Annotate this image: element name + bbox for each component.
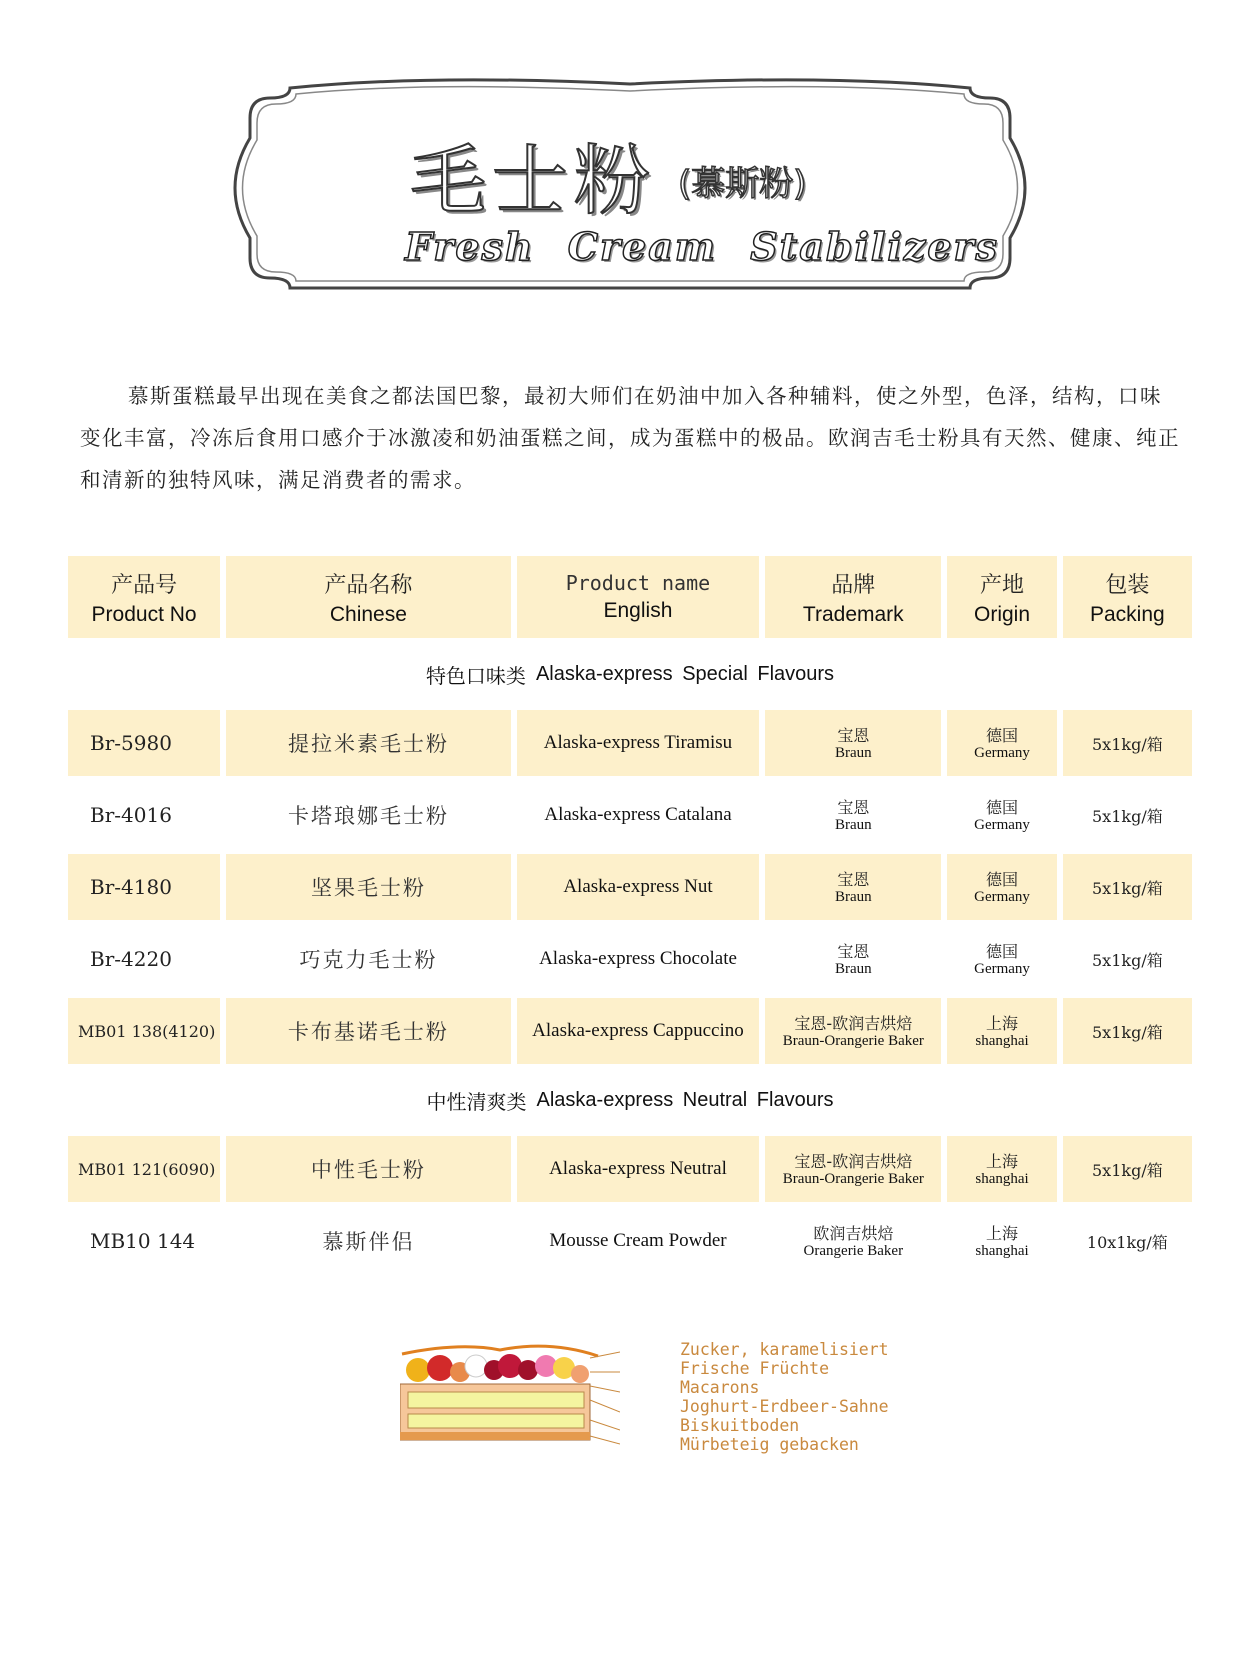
trademark-cn: 欧润吉烘焙 xyxy=(813,1223,894,1243)
header-origin xyxy=(947,556,1056,638)
product-no: MB10 144 xyxy=(90,1229,196,1253)
product-no: Br-4180 xyxy=(68,854,220,920)
origin-cn: 上海 xyxy=(986,1013,1019,1033)
product-name-en: Alaska-express Tiramisu xyxy=(517,710,760,776)
title-english: Fresh Cream Stabilizers xyxy=(405,224,999,269)
header-trademark xyxy=(765,556,941,638)
origin xyxy=(947,926,1056,992)
packing: 10x1kg/箱 xyxy=(1086,1232,1168,1252)
header-en: Trademark xyxy=(802,602,904,626)
section-title-en: Alaska-express Neutral Flavours xyxy=(536,1088,834,1111)
product-name-cn: 巧克力毛士粉 xyxy=(299,948,438,972)
product-name-en: Alaska-express Nut xyxy=(517,854,760,920)
product-no: Br-5980 xyxy=(68,710,220,776)
product-name-cn: 提拉米素毛士粉 xyxy=(226,710,510,776)
table-row xyxy=(68,782,1192,848)
origin-cn: 德国 xyxy=(986,797,1019,817)
title-banner xyxy=(230,68,1030,308)
section-title-special xyxy=(68,644,1192,704)
header-en: Product No xyxy=(91,602,197,626)
packing: 5x1kg/箱 xyxy=(1063,710,1192,776)
header-cn: 品牌 xyxy=(831,572,876,598)
cake-layer-labels xyxy=(680,1340,889,1454)
layer-label: Macarons xyxy=(680,1378,760,1397)
product-name-en: Alaska-express Catalana xyxy=(544,804,732,825)
header-en: Packing xyxy=(1090,602,1165,626)
origin-cn: 上海 xyxy=(986,1223,1019,1243)
title-chinese-sub: (慕斯粉) xyxy=(678,164,807,204)
trademark xyxy=(765,1136,941,1202)
product-no: Br-4220 xyxy=(90,947,172,971)
origin xyxy=(947,782,1056,848)
header-english xyxy=(517,556,760,638)
trademark-en: Orangerie Baker xyxy=(803,1242,904,1259)
trademark-en: Braun-Orangerie Baker xyxy=(782,1170,924,1187)
header-en: English xyxy=(603,599,673,622)
product-name-cn: 中性毛士粉 xyxy=(226,1136,510,1202)
trademark-en: Braun-Orangerie Baker xyxy=(782,1032,924,1049)
product-no: MB01 138(4120) xyxy=(68,998,220,1064)
trademark-en: Braun xyxy=(834,960,872,977)
header-cn: Product name xyxy=(565,571,711,595)
table-row xyxy=(68,710,1192,776)
cake-cross-section-illustration xyxy=(400,1336,620,1446)
trademark xyxy=(765,710,941,776)
packing: 5x1kg/箱 xyxy=(1092,806,1163,826)
product-name-cn: 坚果毛士粉 xyxy=(226,854,510,920)
origin xyxy=(947,1208,1056,1274)
product-name-en: Mousse Cream Powder xyxy=(549,1230,727,1251)
product-name-cn: 慕斯伴侣 xyxy=(322,1230,415,1254)
packing: 5x1kg/箱 xyxy=(1063,1136,1192,1202)
product-table xyxy=(68,556,1192,1280)
table-row xyxy=(68,1136,1192,1202)
header-chinese xyxy=(226,556,510,638)
origin-en: Germany xyxy=(974,960,1030,977)
section-title-cn: 特色口味类 xyxy=(425,663,526,688)
trademark xyxy=(765,854,941,920)
trademark-cn: 宝恩 xyxy=(837,725,870,745)
product-name-en: Alaska-express Neutral xyxy=(517,1136,760,1202)
origin xyxy=(947,710,1056,776)
origin-en: shanghai xyxy=(975,1170,1029,1187)
header-en: Origin xyxy=(974,602,1031,626)
trademark-en: Braun xyxy=(834,888,872,905)
header-packing xyxy=(1063,556,1192,638)
layer-label: Mürbeteig gebacken xyxy=(680,1435,859,1454)
origin-en: shanghai xyxy=(975,1242,1029,1259)
packing: 5x1kg/箱 xyxy=(1092,950,1163,970)
product-name-cn: 卡塔琅娜毛士粉 xyxy=(287,804,449,828)
origin-en: Germany xyxy=(974,816,1030,833)
origin-cn: 德国 xyxy=(986,941,1019,961)
trademark-cn: 宝恩 xyxy=(837,797,870,817)
layer-label: Frische Früchte xyxy=(680,1359,830,1378)
trademark xyxy=(765,782,941,848)
trademark xyxy=(765,1208,941,1274)
table-row xyxy=(68,998,1192,1064)
intro-paragraph: 慕斯蛋糕最早出现在美食之都法国巴黎，最初大师们在奶油中加入各种辅料，使之外型，色泽，结构，口味变化丰富，冷冻后食用口感介于冰激凌和奶油蛋糕之间，成为蛋糕中的极品。欧润吉毛士粉具有天然、健康、纯正和清新的独特风味，满足消费者的需求。 xyxy=(80,383,1180,492)
trademark-en: Braun xyxy=(834,816,872,833)
product-name-cn: 卡布基诺毛士粉 xyxy=(226,998,510,1064)
origin-cn: 德国 xyxy=(986,869,1019,889)
layer-label: Biskuitboden xyxy=(680,1416,800,1435)
origin xyxy=(947,1136,1056,1202)
trademark-cn: 宝恩 xyxy=(837,941,870,961)
trademark xyxy=(765,926,941,992)
origin-en: shanghai xyxy=(975,1032,1029,1049)
trademark xyxy=(765,998,941,1064)
header-cn: 产地 xyxy=(980,572,1025,598)
origin xyxy=(947,998,1056,1064)
layer-label: Joghurt-Erdbeer-Sahne xyxy=(680,1397,889,1416)
origin-en: Germany xyxy=(974,888,1030,905)
trademark-cn: 宝恩 xyxy=(837,869,870,889)
product-no: MB01 121(6090) xyxy=(68,1136,220,1202)
trademark-cn: 宝恩-欧润吉烘焙 xyxy=(794,1013,913,1033)
packing: 5x1kg/箱 xyxy=(1063,998,1192,1064)
table-row xyxy=(68,926,1192,992)
trademark-en: Braun xyxy=(834,744,872,761)
header-cn: 产品名称 xyxy=(324,572,413,598)
product-name-en: Alaska-express Chocolate xyxy=(539,948,737,969)
table-row xyxy=(68,854,1192,920)
origin xyxy=(947,854,1056,920)
table-header xyxy=(68,556,1192,638)
header-cn: 包装 xyxy=(1105,572,1150,598)
header-product-no xyxy=(68,556,220,638)
trademark-cn: 宝恩-欧润吉烘焙 xyxy=(794,1151,913,1171)
header-en: Chinese xyxy=(329,602,407,626)
section-title-en: Alaska-express Special Flavours xyxy=(535,662,835,685)
section-title-cn: 中性清爽类 xyxy=(426,1089,527,1114)
layer-label: Zucker, karamelisiert xyxy=(680,1340,889,1359)
title-chinese: 毛士粉 xyxy=(410,136,656,225)
origin-en: Germany xyxy=(974,744,1030,761)
product-name-en: Alaska-express Cappuccino xyxy=(517,998,760,1064)
origin-cn: 德国 xyxy=(986,725,1019,745)
header-cn: 产品号 xyxy=(111,572,178,598)
packing: 5x1kg/箱 xyxy=(1063,854,1192,920)
product-no: Br-4016 xyxy=(90,803,172,827)
origin-cn: 上海 xyxy=(986,1151,1019,1171)
table-row xyxy=(68,1208,1192,1274)
section-title-neutral xyxy=(68,1070,1192,1130)
